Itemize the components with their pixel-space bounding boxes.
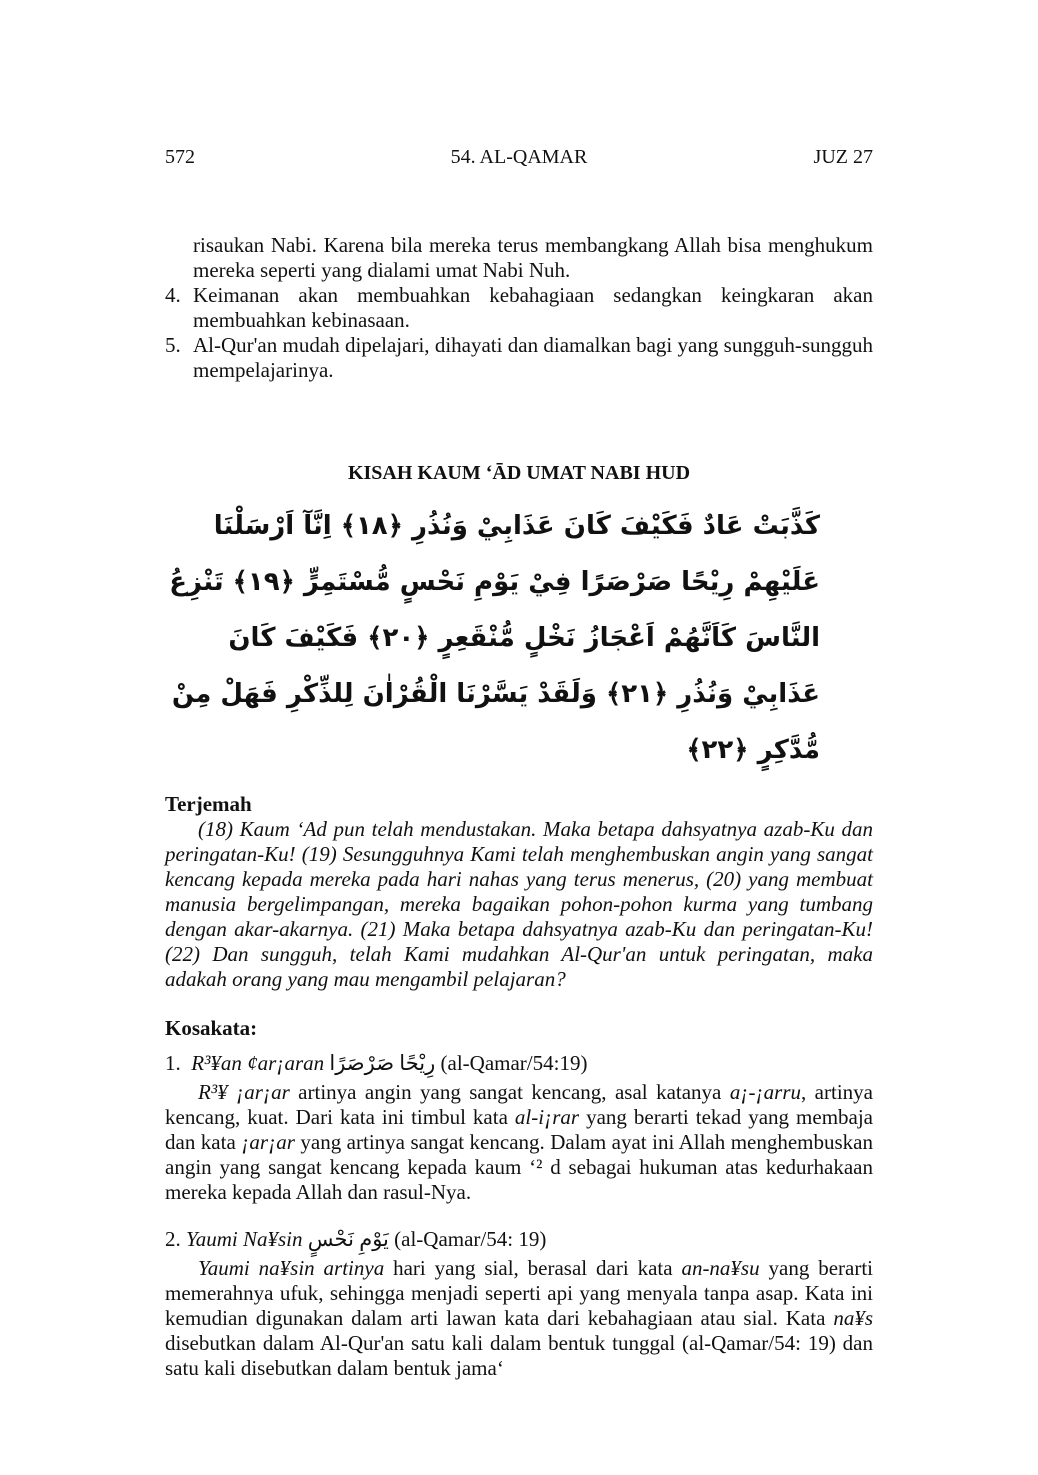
- item-text: Keimanan akan membuahkan kebahagiaan sedangkan keingkaran akan membuahkan kebinasaan.: [193, 283, 873, 332]
- terjemah-text: (18) Kaum ‘Ad pun telah mendustakan. Maka betapa dahsyatnya azab-Ku dan peringatan-Ku! (19) Sesungguhnya Kami telah menghembuskan angin yang sangat kencang kepada mereka pada hari nahas yang terus menerus, (20) yang membuat manusia bergelimpangan, mereka bagaikan pohon-pohon kurma yang tumbang dengan akar-akarnya. (21) Maka betapa dahsyatnya azab-Ku dan peringatan-Ku! (22) Dan sungguh, telah Kami mudahkan Al-Qur'an untuk peringatan, maka adakah orang yang mau mengambil pelajaran?: [165, 817, 873, 991]
- list-item: [165, 333, 873, 383]
- italic-term: na¥s: [833, 1306, 873, 1330]
- lessons-list: [165, 233, 873, 383]
- section-title: KISAH KAUM ‘ĀD UMAT NABI HUD: [347, 462, 691, 484]
- list-item: [165, 283, 873, 333]
- item-number: 4.: [165, 283, 181, 307]
- italic-term: a¡-¡arru: [729, 1080, 801, 1104]
- continued-point: risaukan Nabi. Karena bila mereka terus membangkang Allah bisa menghukum mereka seperti yang dialami umat Nabi Nuh.: [193, 233, 873, 282]
- term-latin: Yaumi Na¥sin: [186, 1227, 303, 1251]
- term-reference: (al-Qamar/54:19): [440, 1051, 588, 1075]
- term-arabic: رِيْحًا صَرْصَرًا: [329, 1051, 436, 1075]
- terjemah-section: [165, 792, 873, 992]
- italic-term: an-na¥su: [681, 1256, 760, 1280]
- term-arabic: يَوْمِ نَحْسٍ: [307, 1227, 389, 1251]
- term-latin: R³¥an ¢ar¡aran: [191, 1051, 325, 1075]
- arabic-verses: كَذَّبَتْ عَادٌ فَكَيْفَ كَانَ عَذَابِيْ وَنُذُرِ ﴿١٨﴾ اِنَّآ اَرْسَلْنَا عَلَيْهِمْ رِيْحًا صَرْصَرًا فِيْ يَوْمِ نَحْسٍ مُّسْتَمِرٍّ ﴿١٩﴾ تَنْزِعُ النَّاسَ كَاَنَّهُمْ اَعْجَازُ نَخْلٍ مُّنْقَعِرٍ ﴿٢٠﴾ فَكَيْفَ كَانَ عَذَابِيْ وَنُذُرِ ﴿٢١﴾ وَلَقَدْ يَسَّرْنَا الْقُرْاٰنَ لِلذِّكْرِ فَهَلْ مِنْ مُّدَّكِرٍ ﴿٢٢﴾: [169, 511, 820, 765]
- term-reference: (al-Qamar/54: 19): [394, 1227, 547, 1251]
- text: yang artinya sangat kencang. Dalam ayat ini Allah menghembuskan angin yang sangat kencang kepada kaum ‘² d sebagai hukuman atas kedurhakaan mereka kepada Allah dan rasul-Nya.: [165, 1130, 873, 1204]
- vocab-term: [165, 1051, 873, 1076]
- vocab-explanation: [165, 1256, 873, 1381]
- vocab-explanation: [165, 1080, 873, 1205]
- kosakata-heading: Kosakata:: [165, 1016, 258, 1040]
- item-number: 5.: [165, 333, 181, 357]
- text: disebutkan dalam Al-Qur'an satu kali dalam bentuk tunggal (al-Qamar/54: 19) dan satu kali disebutkan dalam bentuk jama‘: [165, 1331, 873, 1380]
- kosakata-section: [165, 1016, 873, 1381]
- text: artinya angin yang sangat kencang, asal katanya: [289, 1080, 730, 1104]
- italic-term: R³¥ ¡ar¡ar: [198, 1080, 290, 1104]
- page-number: 572: [165, 146, 195, 168]
- page-body: [165, 0, 873, 1421]
- text: , artinya kencang, kuat. Dari kata ini timbul kata: [165, 1080, 873, 1129]
- terjemah-heading: Terjemah: [165, 792, 252, 816]
- item-number: 2.: [165, 1227, 181, 1251]
- running-header: 54. AL-QAMAR: [450, 146, 588, 168]
- juz-label: JUZ 27: [813, 146, 873, 168]
- item-text: Al-Qur'an mudah dipelajari, dihayati dan diamalkan bagi yang sungguh-sungguh mempelajarinya.: [193, 333, 873, 382]
- text: yang berarti tekad yang membaja dan kata: [165, 1105, 874, 1154]
- italic-term: al-i¡rar: [514, 1105, 580, 1129]
- vocab-term: [165, 1227, 873, 1252]
- italic-term: Yaumi na¥sin artinya: [198, 1256, 385, 1280]
- italic-term: ¡ar¡ar: [241, 1130, 295, 1154]
- text: yang berarti memerahnya ufuk, sehingga menjadi seperti api yang menyala tanpa asap. Kata ini kemudian digunakan dalam arti lawan kata dari kebahagiaan atau sial. Kata: [165, 1256, 874, 1330]
- text: hari yang sial, berasal dari kata: [384, 1256, 682, 1280]
- item-number: 1.: [165, 1051, 181, 1075]
